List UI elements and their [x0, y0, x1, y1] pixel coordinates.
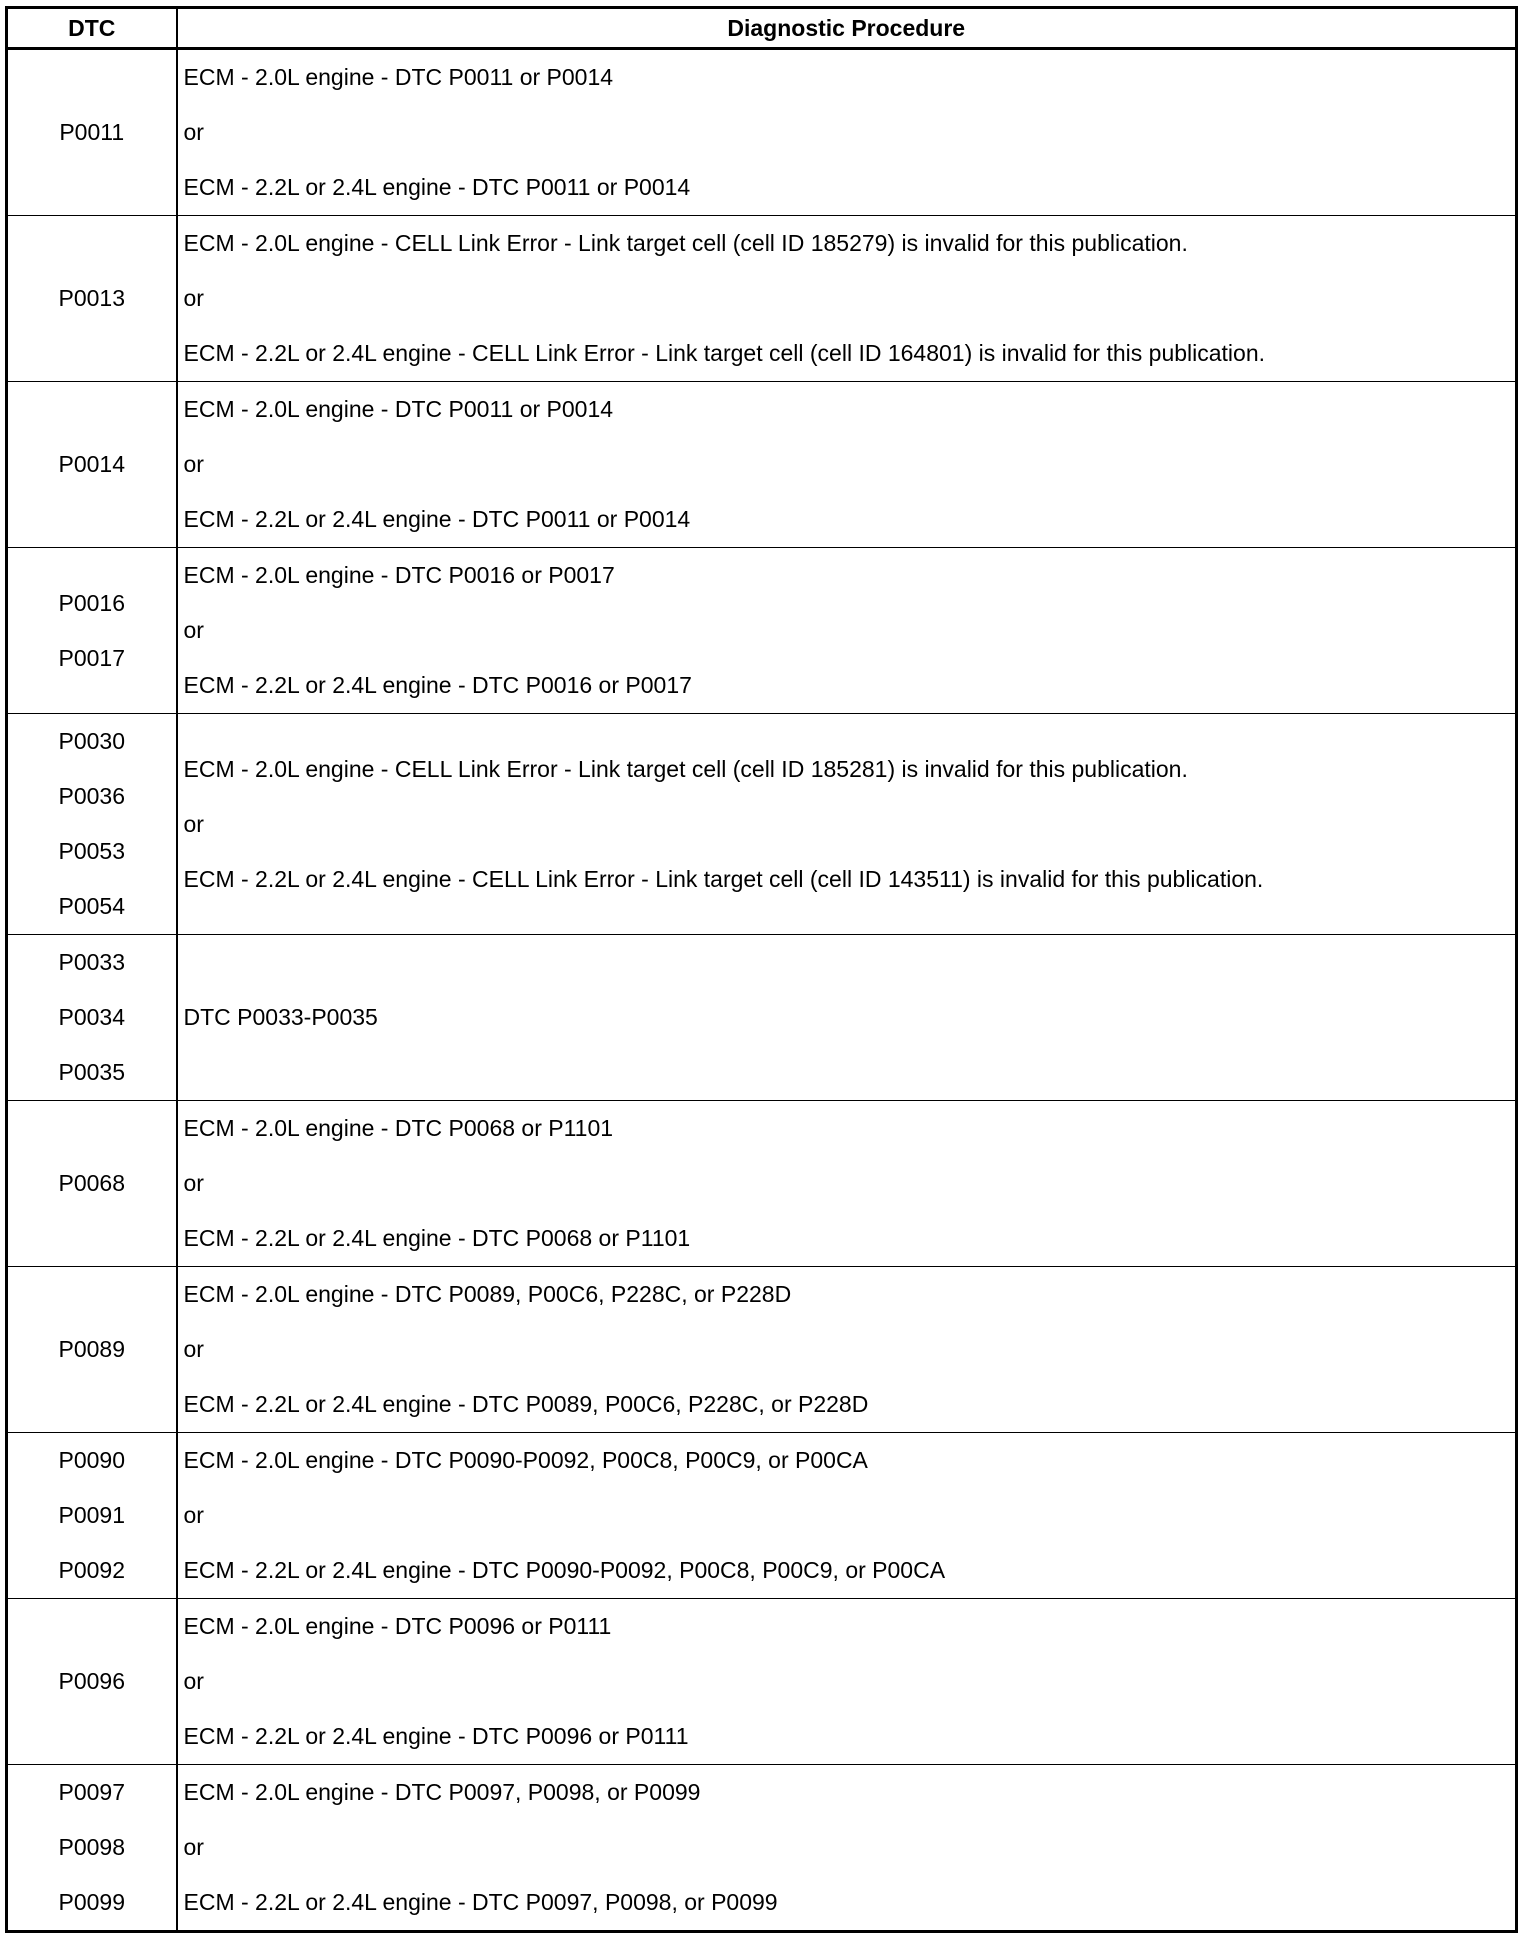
- procedure-line: ECM - 2.2L or 2.4L engine - DTC P0011 or P0014: [183, 174, 691, 200]
- procedure-cell: [177, 382, 1517, 548]
- procedure-or: or: [183, 285, 204, 311]
- dtc-cell: [7, 382, 177, 548]
- header-diagnostic-procedure: Diagnostic Procedure: [177, 8, 1517, 49]
- table-row: [7, 1101, 1517, 1267]
- procedure-line: ECM - 2.0L engine - DTC P0097, P0098, or P0099: [183, 1779, 701, 1805]
- procedure-cell: [177, 1599, 1517, 1765]
- dtc-code: P0034: [58, 1004, 125, 1030]
- procedure-cell: [177, 1765, 1517, 1932]
- dtc-code: P0091: [58, 1502, 125, 1528]
- procedure-line: ECM - 2.0L engine - CELL Link Error - Link target cell (cell ID 185279) is invalid for this publication.: [183, 230, 1188, 256]
- table-row: [7, 49, 1517, 216]
- procedure-line: ECM - 2.2L or 2.4L engine - DTC P0096 or P0111: [183, 1723, 689, 1749]
- procedure-line: ECM - 2.2L or 2.4L engine - DTC P0097, P0098, or P0099: [183, 1889, 778, 1915]
- dtc-cell: [7, 1433, 177, 1599]
- procedure-cell: [177, 714, 1517, 935]
- dtc-code: P0011: [59, 119, 125, 145]
- table-row: [7, 714, 1517, 935]
- procedure-or: or: [183, 119, 204, 145]
- dtc-code: P0053: [58, 838, 125, 864]
- procedure-or: or: [183, 617, 204, 643]
- table-row: [7, 1765, 1517, 1932]
- dtc-code: P0014: [58, 451, 125, 477]
- procedure-cell: [177, 548, 1517, 714]
- procedure-or: or: [183, 810, 204, 837]
- dtc-cell: [7, 1267, 177, 1433]
- procedure-line: DTC P0033-P0035: [183, 1004, 378, 1030]
- table-row: [7, 1599, 1517, 1765]
- dtc-code: P0092: [58, 1557, 125, 1583]
- procedure-line: ECM - 2.2L or 2.4L engine - CELL Link Error - Link target cell (cell ID 164801) is invalid for this publication.: [183, 340, 1266, 366]
- procedure-or: or: [183, 1170, 204, 1196]
- header-dtc: DTC: [7, 8, 177, 49]
- procedure-line: ECM - 2.2L or 2.4L engine - DTC P0089, P00C6, P228C, or P228D: [183, 1391, 869, 1417]
- dtc-code: P0089: [58, 1336, 125, 1362]
- procedure-line: ECM - 2.0L engine - CELL Link Error - Link target cell (cell ID 185281) is invalid for this publication.: [183, 755, 1188, 782]
- procedure-line: ECM - 2.2L or 2.4L engine - DTC P0011 or P0014: [183, 506, 691, 532]
- procedure-line: ECM - 2.2L or 2.4L engine - DTC P0090-P0092, P00C8, P00C9, or P00CA: [183, 1557, 946, 1583]
- dtc-cell: [7, 935, 177, 1101]
- procedure-or: or: [183, 1668, 204, 1694]
- procedure-line: ECM - 2.0L engine - DTC P0011 or P0014: [183, 396, 614, 422]
- table-row: [7, 935, 1517, 1101]
- dtc-cell: [7, 714, 177, 935]
- dtc-code: P0033: [58, 949, 125, 975]
- table-header: [7, 8, 1517, 49]
- dtc-table: [5, 6, 1518, 1933]
- procedure-or: or: [183, 451, 204, 477]
- dtc-code: P0090: [58, 1447, 125, 1473]
- procedure-cell: [177, 1267, 1517, 1433]
- procedure-line: ECM - 2.0L engine - DTC P0011 or P0014: [183, 64, 614, 90]
- dtc-code: P0036: [58, 783, 125, 809]
- header-row: [7, 8, 1517, 49]
- dtc-code: P0096: [58, 1668, 125, 1694]
- procedure-line: ECM - 2.0L engine - DTC P0096 or P0111: [183, 1613, 612, 1639]
- dtc-code: P0099: [58, 1889, 125, 1915]
- dtc-cell: [7, 1101, 177, 1267]
- procedure-or: or: [183, 1502, 204, 1528]
- dtc-code: P0097: [58, 1779, 125, 1805]
- dtc-code: P0013: [58, 285, 125, 311]
- table-row: [7, 548, 1517, 714]
- procedure-cell: [177, 935, 1517, 1101]
- table-row: [7, 216, 1517, 382]
- dtc-code: P0054: [58, 893, 125, 919]
- dtc-cell: [7, 1599, 177, 1765]
- table-row: [7, 1267, 1517, 1433]
- dtc-code: P0035: [58, 1059, 125, 1085]
- table-body: [7, 49, 1517, 1932]
- dtc-code: P0098: [58, 1834, 125, 1860]
- procedure-line: ECM - 2.0L engine - DTC P0090-P0092, P00C8, P00C9, or P00CA: [183, 1447, 868, 1473]
- procedure-line: ECM - 2.2L or 2.4L engine - CELL Link Error - Link target cell (cell ID 143511) is invalid for this publication.: [183, 865, 1264, 892]
- procedure-or: or: [183, 1336, 204, 1362]
- procedure-cell: [177, 216, 1517, 382]
- dtc-cell: [7, 49, 177, 216]
- table-row: [7, 382, 1517, 548]
- procedure-cell: [177, 1433, 1517, 1599]
- dtc-cell: [7, 216, 177, 382]
- procedure-line: ECM - 2.2L or 2.4L engine - DTC P0016 or P0017: [183, 672, 692, 698]
- dtc-code: P0017: [58, 644, 125, 671]
- dtc-code: P0068: [58, 1170, 125, 1196]
- procedure-cell: [177, 49, 1517, 216]
- procedure-line: ECM - 2.2L or 2.4L engine - DTC P0068 or P1101: [183, 1225, 691, 1251]
- procedure-line: ECM - 2.0L engine - DTC P0068 or P1101: [183, 1115, 614, 1141]
- procedure-or: or: [183, 1834, 204, 1860]
- dtc-code: P0016: [58, 589, 125, 616]
- dtc-code: P0030: [58, 728, 125, 754]
- dtc-cell: [7, 548, 177, 714]
- table-row: [7, 1433, 1517, 1599]
- dtc-cell: [7, 1765, 177, 1932]
- procedure-line: ECM - 2.0L engine - DTC P0089, P00C6, P228C, or P228D: [183, 1281, 792, 1307]
- procedure-line: ECM - 2.0L engine - DTC P0016 or P0017: [183, 562, 615, 588]
- procedure-cell: [177, 1101, 1517, 1267]
